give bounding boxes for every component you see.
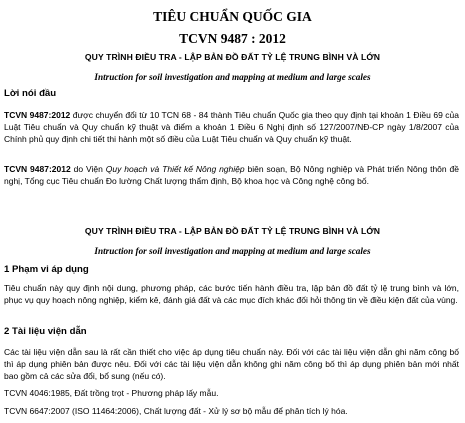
- section-1-heading: 1 Phạm vi áp dụng: [4, 264, 89, 275]
- standard-title: TIÊU CHUẨN QUỐC GIA: [153, 9, 312, 24]
- foreword-paragraph-1: [4, 109, 459, 145]
- section-2-heading: 2 Tài liệu viện dẫn: [4, 326, 87, 337]
- foreword-paragraph-2: [4, 163, 459, 187]
- foreword-text-2a: do Viện: [70, 164, 106, 174]
- institute-name: Quy hoạch và Thiết kế Nông nghiệp: [105, 164, 245, 174]
- standard-code: TCVN 9487 : 2012: [179, 31, 286, 46]
- subtitle-english: Intruction for soil investigation and mapping at medium and large scales: [94, 72, 371, 82]
- subtitle-vietnamese: QUY TRÌNH ĐIỀU TRA - LẬP BẢN ĐỒ ĐẤT TỶ LỆ TRUNG BÌNH VÀ LỚN: [84, 52, 381, 62]
- reference-1: TCVN 4046:1985, Đất trồng trọt - Phương pháp lấy mẫu.: [4, 388, 219, 398]
- foreword-text-2b: biên soạn, Bộ Nông nghiệp và Phát triển Nông thôn đề nghị, Tổng cục Tiêu chuẩn Đo lường Chất lượng thẩm định, Bộ khoa học và Công nghệ công bố.: [4, 164, 459, 186]
- repeat-subtitle-vietnamese: QUY TRÌNH ĐIỀU TRA - LẬP BẢN ĐỒ ĐẤT TỶ LỆ TRUNG BÌNH VÀ LỚN: [84, 226, 381, 236]
- section-2-text: Các tài liệu viện dẫn sau là rất cần thiết cho việc áp dụng tiêu chuẩn này. Đối với các tài liệu viện dẫn ghi năm công bố thì áp dụng phiên bản được nêu. Đối với các tài liệu viện dẫn không ghi năm công bố thì áp dụng phiên bản mới nhất bao gồm cả các sửa đổi, bổ sung (nếu có).: [4, 347, 459, 381]
- foreword-text-1: được chuyển đổi từ 10 TCN 68 - 84 thành Tiêu chuẩn Quốc gia theo quy định tại khoản 1 Điều 69 của Luật Tiêu chuẩn và Quy chuẩn kỹ thuật và điểm a khoản 1 Điều 6 Nghị định số 127/2007/NĐ-CP ngày 1/8/2007 của Chính phủ quy định chi tiết thi hành một số điều của Luật Tiêu chuẩn và Quy chuẩn kỹ thuật.: [4, 110, 459, 144]
- standard-code-ref: TCVN 9487:2012: [4, 164, 71, 174]
- standard-code-ref: TCVN 9487:2012: [4, 110, 71, 120]
- section-1-text: Tiêu chuẩn này quy định nội dung, phương pháp, các bước tiến hành điều tra, lập bản đồ đất tỷ lệ trung bình và lớn, phục vụ quy hoạch nông nghiệp, kiểm kê, đánh giá đất và các mục đích khác đối hỏi thông tin về điều kiện đất của vùng.: [4, 283, 459, 305]
- repeat-subtitle-english: Intruction for soil investigation and mapping at medium and large scales: [94, 246, 371, 256]
- foreword-heading: Lời nói đầu: [4, 88, 57, 99]
- reference-2: TCVN 6647:2007 (ISO 11464:2006), Chất lượng đất - Xử lý sơ bộ mẫu để phân tích lý hóa.: [4, 406, 348, 416]
